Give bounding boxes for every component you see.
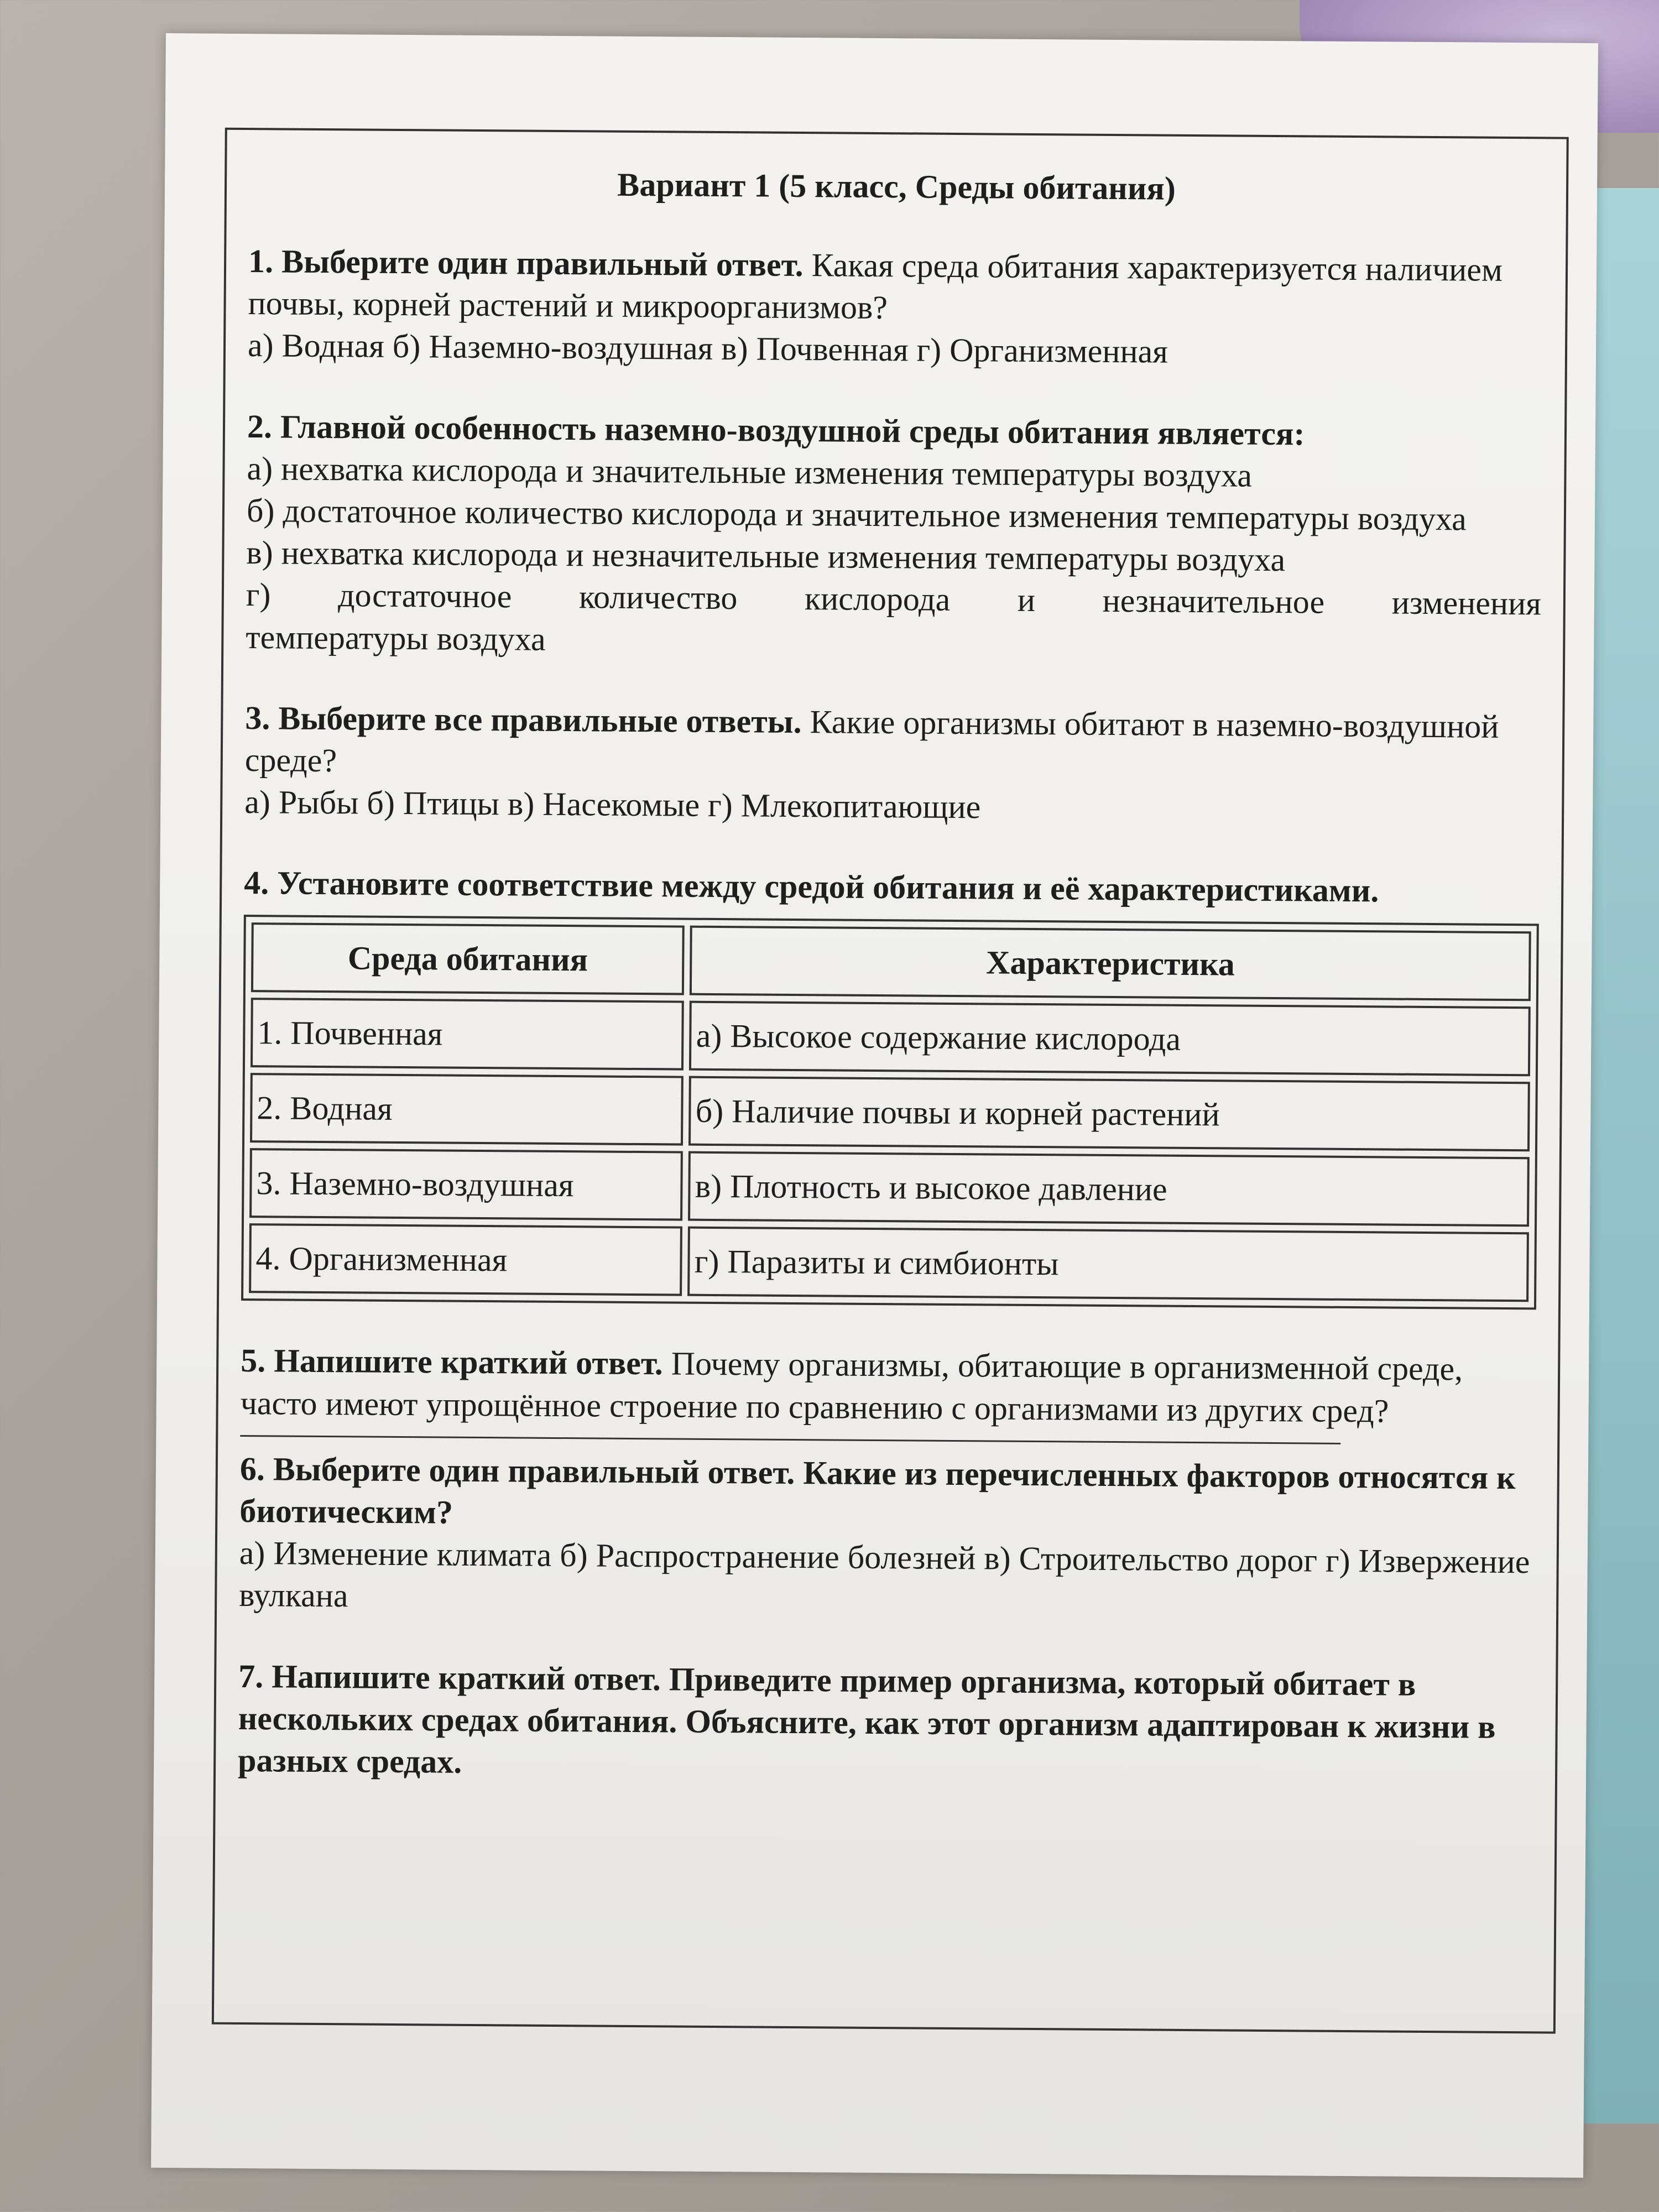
- question-2-option-b: б) достаточное количество кислорода и значительное изменения температуры воздуха: [246, 492, 1467, 538]
- question-4: [241, 862, 1539, 1310]
- question-7-lead: 7. Напишите краткий ответ. Приведите пример организма, который обитает в нескольких средах обитания. Объясните, как этот организм адаптирован к жизни в разных средах.: [237, 1657, 1496, 1780]
- table-row: [250, 1073, 1530, 1152]
- question-7: [238, 1655, 1534, 1791]
- question-6-options: а) Изменение климата б) Распространение болезней в) Строительство дорог г) Извержение вулкана: [239, 1535, 1530, 1614]
- table-cell: 4. Организменная: [249, 1224, 682, 1296]
- table-cell: г) Паразиты и симбионты: [687, 1227, 1528, 1302]
- table-cell: а) Высокое содержание кислорода: [689, 1001, 1530, 1077]
- question-3-lead: 3. Выберите все правильные ответы.: [245, 699, 802, 740]
- table-cell: 2. Водная: [250, 1073, 684, 1146]
- question-5: [240, 1339, 1536, 1446]
- question-1: [248, 240, 1544, 375]
- table-cell: 1. Почвенная: [251, 998, 684, 1071]
- question-5-lead: 5. Напишите краткий ответ.: [241, 1342, 664, 1382]
- question-2-option-d-line2: температуры воздуха: [246, 618, 546, 658]
- table-header-habitat: Среда обитания: [251, 923, 685, 995]
- question-2-option-c: в) нехватка кислорода и незначительные изменения температуры воздуха: [246, 534, 1286, 578]
- table-row: [249, 1149, 1530, 1227]
- matching-table: [241, 915, 1539, 1310]
- question-2-option-d-line1: г) достаточное количество кислорода и незначительное изменения: [246, 576, 1542, 622]
- question-2-lead: 2. Главной особенность наземно-воздушной среды обитания является:: [247, 408, 1305, 452]
- table-cell: 3. Наземно-воздушная: [249, 1149, 683, 1221]
- question-3: [244, 697, 1541, 832]
- paper-sheet: [151, 33, 1598, 2178]
- table-header-characteristic: Характеристика: [690, 926, 1531, 1001]
- question-2: [246, 405, 1542, 667]
- table-cell: б) Наличие почвы и корней растений: [688, 1076, 1530, 1152]
- question-1-text: Какая среда обитания характеризуется наличием почвы, корней растений и микроорганизмов?: [248, 247, 1503, 326]
- question-4-lead: 4. Установите соответствие между средой обитания и её характеристиками.: [244, 864, 1379, 909]
- worksheet-frame: [212, 128, 1569, 2034]
- table-header-row: [251, 923, 1531, 1001]
- question-2-option-a: а) нехватка кислорода и значительные изменения температуры воздуха: [247, 450, 1253, 494]
- table-cell: в) Плотность и высокое давление: [688, 1151, 1529, 1227]
- table-row: [249, 1224, 1529, 1302]
- question-3-text: Какие организмы обитают в наземно-воздушной среде?: [244, 703, 1499, 779]
- table-row: [251, 998, 1531, 1077]
- question-1-options: а) Водная б) Наземно-воздушная в) Почвенная г) Организменная: [247, 327, 1168, 371]
- question-3-options: а) Рыбы б) Птицы в) Насекомые г) Млекопитающие: [244, 784, 981, 826]
- question-5-text: Почему организмы, обитающие в организменной среде, часто имеют упрощённое строение по сравнению с организмами из других сред?: [240, 1345, 1463, 1430]
- question-1-lead: 1. Выберите один правильный ответ.: [248, 243, 804, 284]
- answer-line: [240, 1435, 1340, 1444]
- question-6-lead: 6. Выберите один правильный ответ. Какие из перечисленных факторов относятся к биотическим?: [239, 1450, 1516, 1531]
- worksheet-title: Вариант 1 (5 класс, Среды обитания): [617, 166, 1176, 207]
- question-6: [239, 1448, 1535, 1625]
